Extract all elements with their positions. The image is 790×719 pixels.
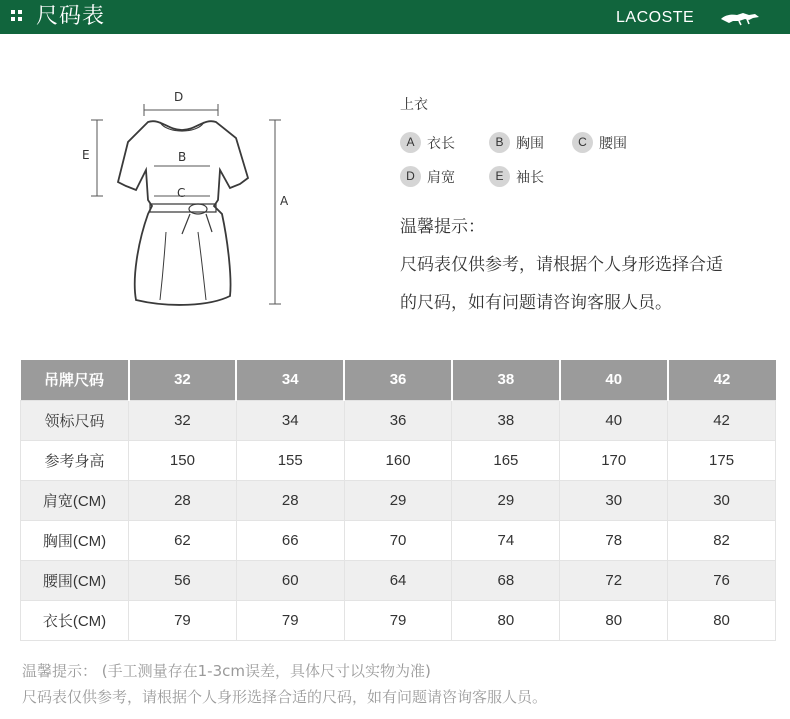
table-cell: 62 bbox=[129, 520, 237, 560]
table-cell: 60 bbox=[236, 560, 344, 600]
table-cell: 40 bbox=[560, 400, 668, 440]
table-row bbox=[21, 560, 776, 600]
legend-label: 肩宽 bbox=[427, 169, 455, 186]
table-cell: 56 bbox=[129, 560, 237, 600]
legend-item-e bbox=[489, 166, 544, 188]
table-cell: 领标尺码 bbox=[21, 400, 129, 440]
table-row bbox=[21, 480, 776, 520]
size-table bbox=[20, 360, 776, 641]
table-cell: 32 bbox=[129, 400, 237, 440]
legend-key: B bbox=[489, 132, 510, 153]
legend-label: 腰围 bbox=[599, 135, 627, 152]
legend-label: 衣长 bbox=[427, 135, 455, 152]
label-e: E bbox=[82, 148, 90, 162]
table-cell: 80 bbox=[668, 600, 776, 640]
dress-outline bbox=[70, 82, 300, 322]
table-row bbox=[21, 600, 776, 640]
table-cell: 155 bbox=[236, 440, 344, 480]
table-cell: 79 bbox=[236, 600, 344, 640]
legend-label: 胸围 bbox=[516, 135, 544, 152]
legend-key: A bbox=[400, 132, 421, 153]
legend-item-c bbox=[572, 132, 627, 154]
label-c: C bbox=[177, 186, 186, 200]
table-cell: 80 bbox=[560, 600, 668, 640]
table-row bbox=[21, 400, 776, 440]
table-cell: 79 bbox=[129, 600, 237, 640]
table-cell: 79 bbox=[344, 600, 452, 640]
table-cell: 74 bbox=[452, 520, 560, 560]
table-cell: 29 bbox=[452, 480, 560, 520]
table-cell: 42 bbox=[668, 400, 776, 440]
header-bar bbox=[0, 0, 790, 34]
table-cell: 衣长(CM) bbox=[21, 600, 129, 640]
table-cell: 70 bbox=[344, 520, 452, 560]
table-cell: 78 bbox=[560, 520, 668, 560]
table-header-cell: 32 bbox=[129, 360, 237, 400]
grid-dots-icon bbox=[11, 10, 23, 22]
table-cell: 82 bbox=[668, 520, 776, 560]
table-cell: 68 bbox=[452, 560, 560, 600]
table-header-row bbox=[21, 360, 776, 400]
table-cell: 30 bbox=[560, 480, 668, 520]
table-header-cell: 吊牌尺码 bbox=[21, 360, 129, 400]
table-header-cell: 38 bbox=[452, 360, 560, 400]
label-b: B bbox=[178, 150, 187, 164]
table-cell: 胸围(CM) bbox=[21, 520, 129, 560]
table-cell: 170 bbox=[560, 440, 668, 480]
table-cell: 30 bbox=[668, 480, 776, 520]
table-cell: 175 bbox=[668, 440, 776, 480]
table-header-cell: 36 bbox=[344, 360, 452, 400]
tip-title: 温馨提示： bbox=[400, 217, 485, 237]
brand-name: LACOSTE bbox=[616, 9, 695, 26]
table-cell: 165 bbox=[452, 440, 560, 480]
footer-note-2: 尺码表仅供参考，请根据个人身形选择合适的尺码，如有问题请咨询客服人员。 bbox=[22, 688, 548, 706]
table-header-cell: 40 bbox=[560, 360, 668, 400]
footer-note-1: 温馨提示： (手工测量存在1-3cm误差，具体尺寸以实物为准) bbox=[22, 662, 431, 680]
table-cell: 28 bbox=[236, 480, 344, 520]
table-row bbox=[21, 440, 776, 480]
table-cell: 80 bbox=[452, 600, 560, 640]
legend-item-b bbox=[489, 132, 544, 154]
table-cell: 参考身高 bbox=[21, 440, 129, 480]
table-cell: 66 bbox=[236, 520, 344, 560]
table-cell: 38 bbox=[452, 400, 560, 440]
table-cell: 72 bbox=[560, 560, 668, 600]
table-header-cell: 42 bbox=[668, 360, 776, 400]
label-d: D bbox=[174, 90, 184, 104]
legend-key: D bbox=[400, 166, 421, 187]
table-cell: 腰围(CM) bbox=[21, 560, 129, 600]
table-cell: 150 bbox=[129, 440, 237, 480]
table-header-cell: 34 bbox=[236, 360, 344, 400]
page-title: 尺码表 bbox=[36, 4, 106, 29]
tip-line-1: 尺码表仅供参考，请根据个人身形选择合适 bbox=[400, 255, 723, 275]
section-title: 上衣 bbox=[400, 97, 428, 113]
label-a: A bbox=[280, 194, 289, 208]
legend-item-a bbox=[400, 132, 455, 154]
tip-line-2: 的尺码，如有问题请咨询客服人员。 bbox=[400, 293, 672, 313]
table-cell: 肩宽(CM) bbox=[21, 480, 129, 520]
table-cell: 36 bbox=[344, 400, 452, 440]
legend-item-d bbox=[400, 166, 455, 188]
legend-key: E bbox=[489, 166, 510, 187]
table-cell: 29 bbox=[344, 480, 452, 520]
garment-diagram bbox=[70, 82, 300, 322]
table-cell: 64 bbox=[344, 560, 452, 600]
table-cell: 76 bbox=[668, 560, 776, 600]
table-cell: 160 bbox=[344, 440, 452, 480]
table-cell: 28 bbox=[129, 480, 237, 520]
legend-key: C bbox=[572, 132, 593, 153]
table-cell: 34 bbox=[236, 400, 344, 440]
legend-label: 袖长 bbox=[516, 169, 544, 186]
crocodile-logo-icon bbox=[719, 9, 761, 27]
table-row bbox=[21, 520, 776, 560]
